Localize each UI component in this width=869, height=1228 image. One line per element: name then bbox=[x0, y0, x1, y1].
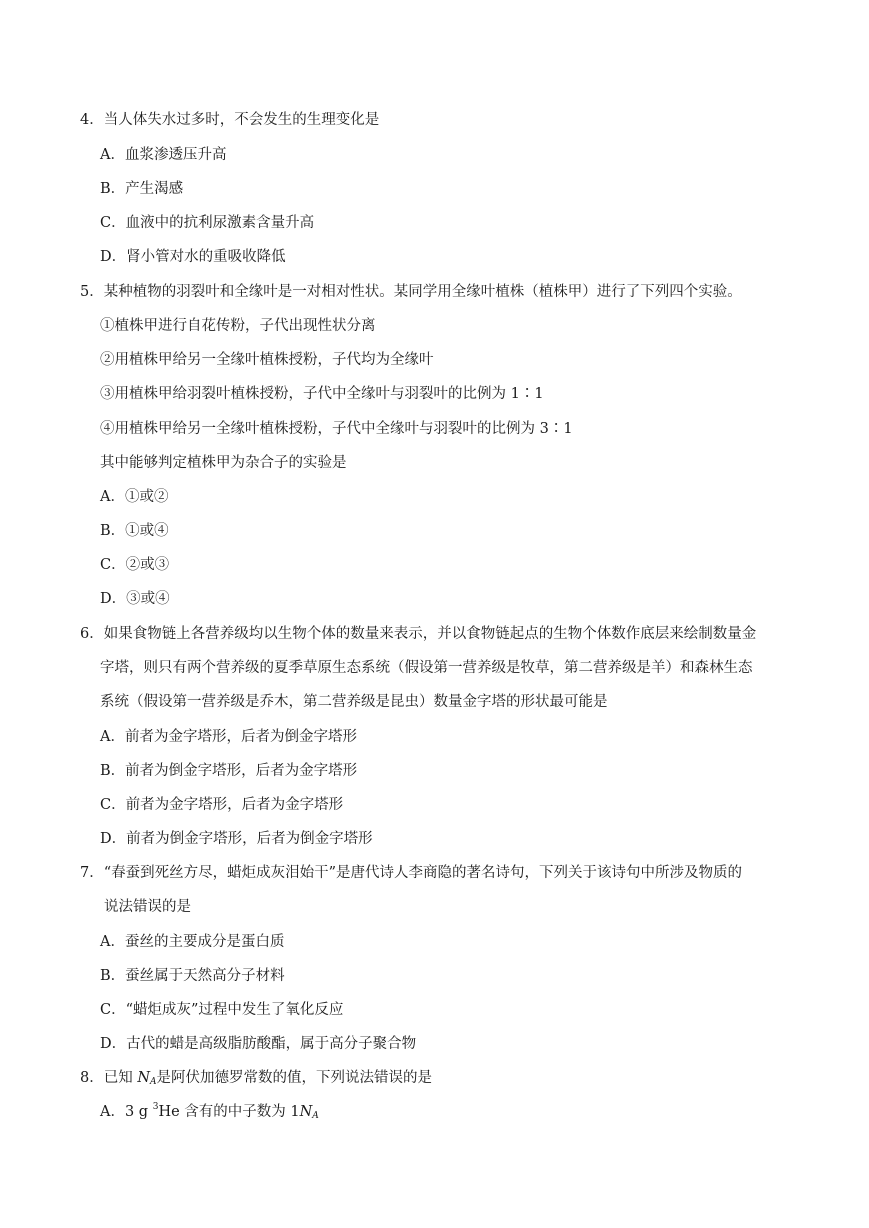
question-text: 某种植物的羽裂叶和全缘叶是一对相对性状。某同学用全缘叶植株（植株甲）进行了下列四个实验。 bbox=[103, 284, 742, 300]
question-7-stem-line-2: 说法错误的是 bbox=[104, 899, 191, 915]
question-5-item-3: ③用植株甲给羽裂叶植株授粉，子代中全缘叶与羽裂叶的比例为 1∶1 bbox=[100, 386, 544, 402]
question-4-option-d: D．肾小管对水的重吸收降低 bbox=[100, 249, 286, 265]
question-5-option-c: C．②或③ bbox=[100, 557, 170, 573]
question-5-prompt: 其中能够判定植株甲为杂合子的实验是 bbox=[100, 455, 347, 471]
question-number: 4． bbox=[80, 112, 104, 128]
question-5-option-a: A．①或② bbox=[100, 489, 169, 505]
question-text: 是阿伏加德罗常数的值，下列说法错误的是 bbox=[156, 1070, 433, 1086]
question-6-option-b: B．前者为倒金字塔形，后者为金字塔形 bbox=[100, 763, 358, 779]
question-4-stem bbox=[80, 110, 379, 130]
avogadro-subscript: A bbox=[150, 1077, 157, 1087]
question-7-option-d: D．古代的蜡是高级脂肪酸酯，属于高分子聚合物 bbox=[100, 1036, 417, 1052]
question-5-item-4: ④用植株甲给另一全缘叶植株授粉，子代中全缘叶与羽裂叶的比例为 3∶1 bbox=[100, 421, 573, 437]
question-5-option-b: B．①或④ bbox=[100, 523, 169, 539]
question-6-option-c: C．前者为金字塔形，后者为金字塔形 bbox=[100, 797, 344, 813]
question-5-option-d: D．③或④ bbox=[100, 591, 170, 607]
question-4-option-a: A．血浆渗透压升高 bbox=[100, 147, 227, 163]
question-number: 5． bbox=[80, 284, 104, 300]
question-6-stem-line-2: 字塔，则只有两个营养级的夏季草原生态系统（假设第一营养级是牧草，第二营养级是羊）和森林生态 bbox=[100, 660, 753, 676]
question-text: “春蚕到死丝方尽，蜡炬成灰泪始干”是唐代诗人李商隐的著名诗句，下列关于该诗句中所涉及物质的 bbox=[103, 865, 743, 881]
question-6-option-a: A．前者为金字塔形，后者为倒金字塔形 bbox=[100, 729, 357, 745]
question-8-option-a bbox=[100, 1102, 319, 1126]
question-4-option-b: B．产生渴感 bbox=[100, 181, 184, 197]
question-text: 如果食物链上各营养级均以生物个体的数量来表示，并以食物链起点的生物个体数作底层来绘制数量金 bbox=[103, 626, 757, 642]
question-6-option-d: D．前者为倒金字塔形，后者为倒金字塔形 bbox=[100, 831, 373, 847]
option-text: A．3 g bbox=[100, 1104, 153, 1120]
question-number: 6． bbox=[80, 626, 104, 642]
option-text: He 含有的中子数为 1 bbox=[158, 1104, 300, 1120]
question-text: 已知 bbox=[103, 1070, 138, 1086]
question-7-option-c: C．“蜡炬成灰”过程中发生了氧化反应 bbox=[100, 1002, 344, 1018]
question-4-option-c: C．血液中的抗利尿激素含量升高 bbox=[100, 215, 315, 231]
question-number: 7． bbox=[80, 865, 104, 881]
isotope-mass-number: 3 bbox=[152, 1102, 159, 1112]
question-5-item-2: ②用植株甲给另一全缘叶植株授粉，子代均为全缘叶 bbox=[100, 352, 434, 368]
question-6-stem-line-1 bbox=[80, 624, 756, 644]
question-7-stem-line-1 bbox=[80, 863, 742, 883]
avogadro-symbol: N bbox=[299, 1104, 313, 1120]
question-7-option-a: A．蚕丝的主要成分是蛋白质 bbox=[100, 934, 285, 950]
question-5-item-1: ①植株甲进行自花传粉，子代出现性状分离 bbox=[100, 318, 376, 334]
question-8-stem bbox=[80, 1068, 432, 1092]
question-7-option-b: B．蚕丝属于天然高分子材料 bbox=[100, 968, 285, 984]
question-text: 当人体失水过多时，不会发生的生理变化是 bbox=[103, 112, 380, 128]
avogadro-symbol: N bbox=[137, 1070, 151, 1086]
question-number: 8． bbox=[80, 1070, 104, 1086]
avogadro-subscript: A bbox=[312, 1111, 319, 1121]
question-5-stem bbox=[80, 282, 742, 302]
question-6-stem-line-3: 系统（假设第一营养级是乔木，第二营养级是昆虫）数量金字塔的形状最可能是 bbox=[100, 694, 608, 710]
